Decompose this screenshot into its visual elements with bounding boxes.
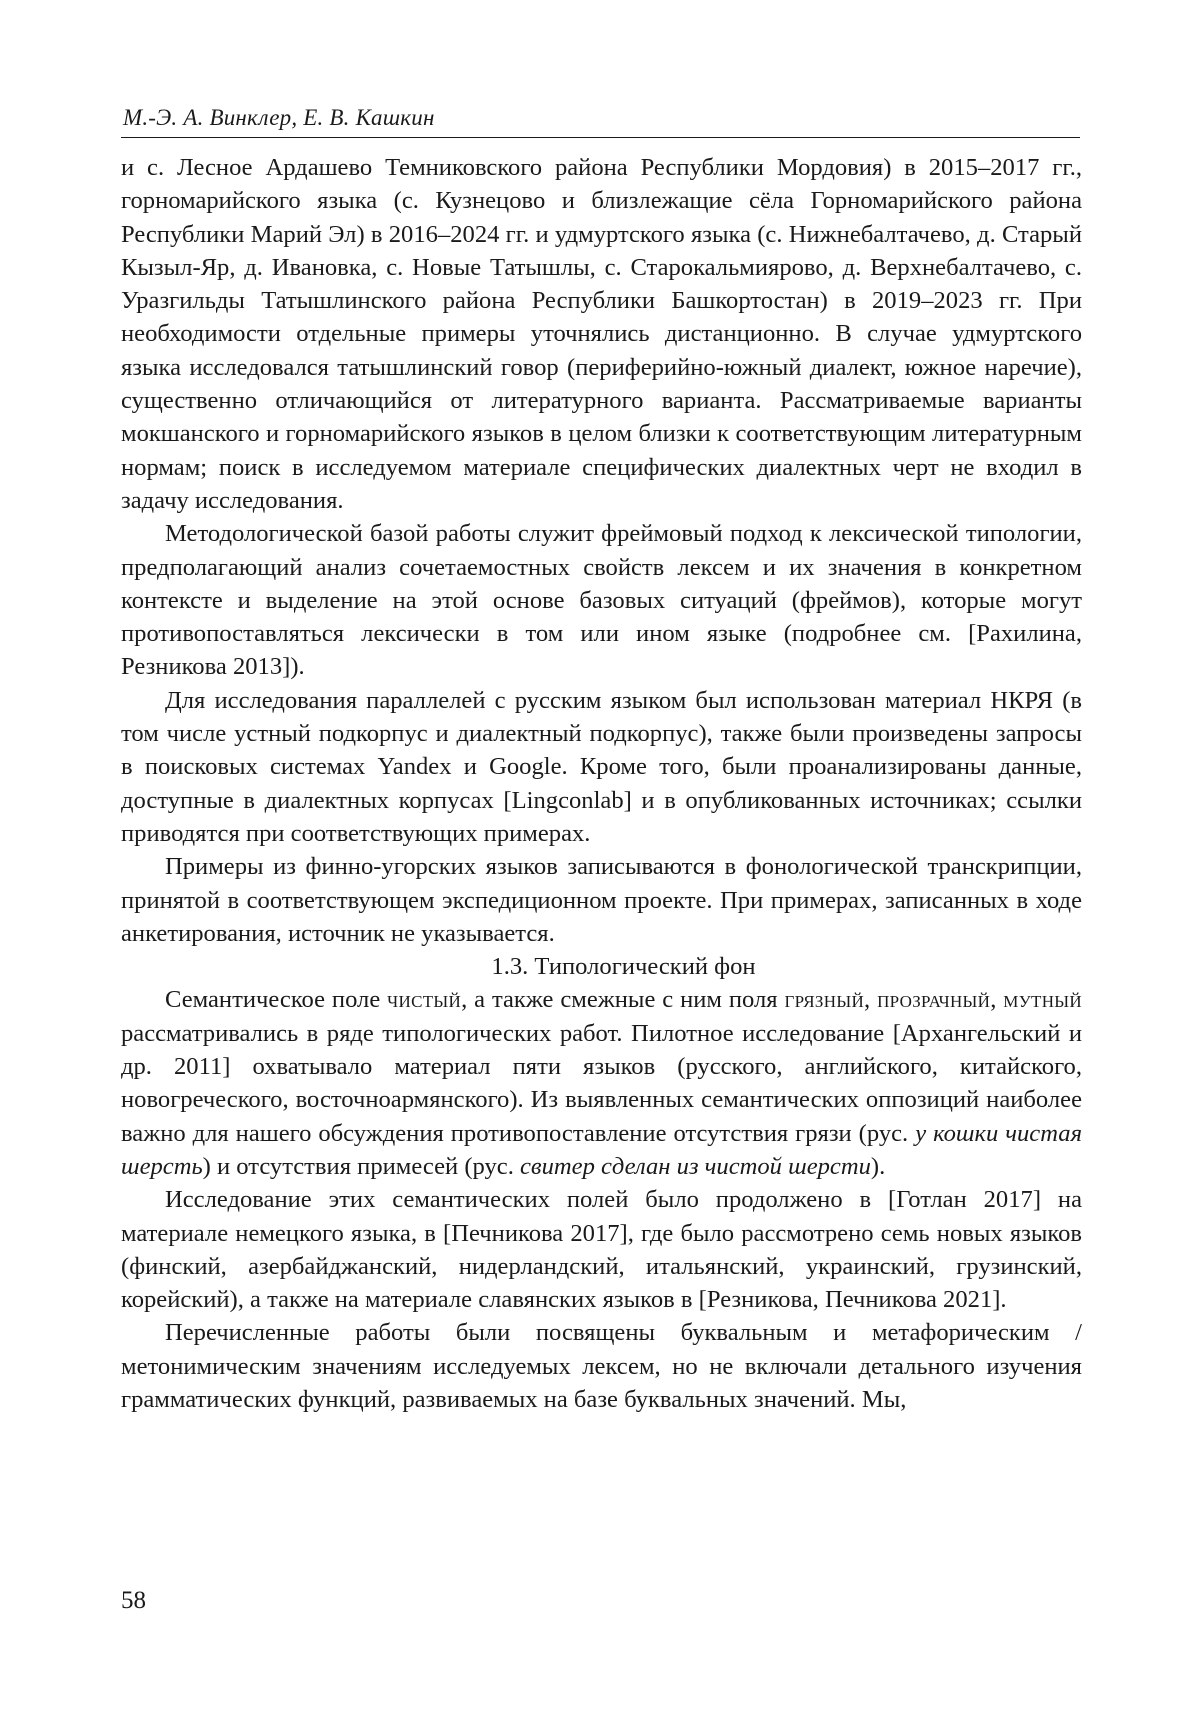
running-header-authors: М.-Э. А. Винклер, Е. В. Кашкин xyxy=(123,105,435,130)
lexeme-chistyi: чистый xyxy=(387,986,462,1014)
page-number: 58 xyxy=(121,1587,146,1614)
paragraph-previous-works: Перечисленные работы были посвящены буквальным и метафорическим / метонимическим значениям исследуемых лексем, но не включали детального изучения грамматических функций, развиваемых на базе буквальных значений. Мы, xyxy=(121,1319,1082,1413)
section-heading: 1.3. Типологический фон xyxy=(491,953,756,981)
lexeme-prozrachnyi: прозрачный xyxy=(877,986,991,1014)
paragraph-russian-parallels: Для исследования параллелей с русским языком был использован материал НКРЯ (в том числе устный подкорпус и диалектный подкорпус), также были произведены запросы в поисковых системах Yandex и Google. Кроме того, были проанализированы данные, доступные в диалектных корпусах [Lingconlab] и в опубликованных источниках; ссылки приводятся при соответствующих примерах. xyxy=(121,686,1082,847)
header-divider xyxy=(121,137,1080,138)
text-run: Семантическое поле xyxy=(165,986,388,1014)
paragraph-transcription: Примеры из финно-угорских языков записываются в фонологической транскрипции, принятой в соответствующем экспедиционном проекте. При примерах, записанных в ходе анкетирования, источник не указывается. xyxy=(121,853,1082,947)
text-run: , а также смежные с ним поля xyxy=(461,986,785,1014)
text-run: , xyxy=(864,986,878,1014)
paragraph-further-research: Исследование этих семантических полей было продолжено в [Готлан 2017] на материале немецкого языка, в [Печникова 2017], где было рассмотрено семь новых языков (финский, азербайджанский, нидерландский, итальянский, украинский, грузинский, корейский), а также на материале славянских языков в [Резникова, Печникова 2021]. xyxy=(121,1186,1082,1314)
text-run: рассматривались в ряде типологических работ. Пилотное исследование [Архангельский и др. 2011] охватывало материал пяти языков (русского, английского, китайского, новогреческого, восточноармянского). Из выявленных семантических оппозиций наиболее важно для нашего обсуждения противопоставление отсутствия грязи (рус. xyxy=(121,1019,1082,1147)
text-run: , xyxy=(990,986,1004,1014)
paragraph-methodology: Методологической базой работы служит фреймовый подход к лексической типологии, предполагающий анализ сочетаемостных свойств лексем и их значения в конкретном контексте и выделение на этой основе базовых ситуаций (фреймов), которые могут противопоставляться лексически в том или ином языке (подробнее см. [Рахилина, Резникова 2013]). xyxy=(121,520,1082,681)
lexeme-mutnyi: мутный xyxy=(1003,986,1083,1014)
paragraph-continuation: и с. Лесное Ардашево Темниковского района Республики Мордовия) в 2015–2017 гг., горномарийского языка (с. Кузнецово и близлежащие сёла Горномарийского района Республики Марий Эл) в 2016–2024 гг. и удмуртского языка (с. Нижнебалтачево, д. Старый Кызыл-Яр, д. Ивановка, с. Новые Татышлы, с. Старокальмиярово, д. Верхнебалтачево, с. Уразгильды Татышлинского района Республики Башкортостан) в 2019–2023 гг. При необходимости отдельные примеры уточнялись дистанционно. В случае удмуртского языка исследовался татышлинский говор (периферийно-южный диалект, южное наречие), существенно отличающийся от литературного варианта. Рассматриваемые варианты мокшанского и горномарийского языков в целом близки к соответствующим литературным нормам; поиск в исследуемом материале специфических диалектных черт не входил в задачу исследования. xyxy=(121,154,1082,514)
example-sweater-wool: свитер сделан из чистой шерсти xyxy=(520,1152,871,1180)
lexeme-gryaznyi: грязный xyxy=(784,986,865,1014)
body-text xyxy=(121,151,1082,1416)
text-run: ). xyxy=(870,1152,886,1180)
example-cat-fur: у кошки чистая шерсть xyxy=(121,1119,1083,1180)
text-run: ) и отсутствия примесей (рус. xyxy=(202,1152,520,1180)
paragraph-semantic-field xyxy=(121,983,1082,1183)
